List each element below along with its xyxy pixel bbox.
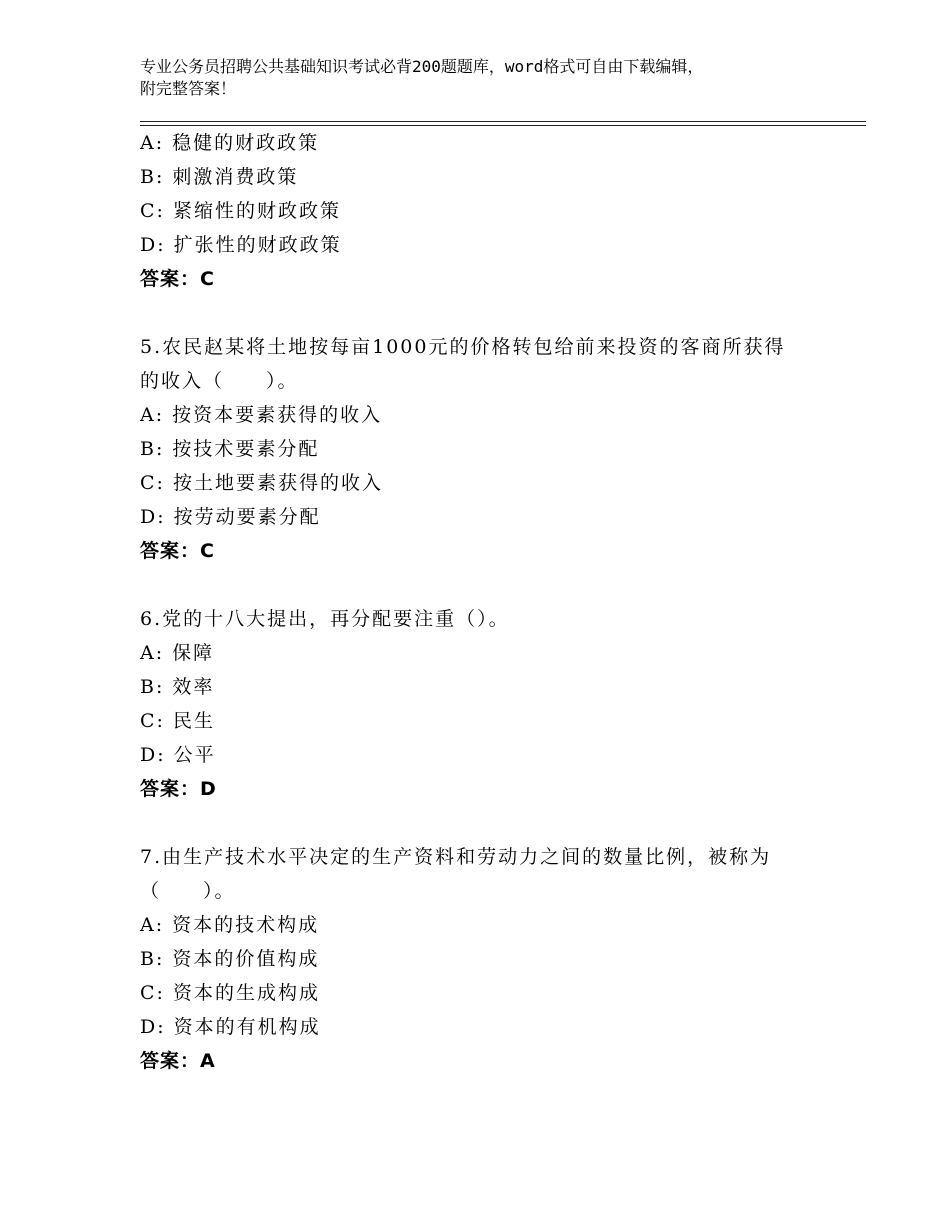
option-b: B: 资本的价值构成 <box>140 948 320 970</box>
option-c: C: 紧缩性的财政政策 <box>140 200 341 222</box>
question-stem: 7.由生产技术水平决定的生产资料和劳动力之间的数量比例，被称为 <box>140 846 772 868</box>
question-list <box>140 126 860 1078</box>
option-d: D: 资本的有机构成 <box>140 1016 321 1038</box>
option-d: D: 公平 <box>140 744 216 766</box>
header-divider-top <box>140 121 866 122</box>
option-b: B: 效率 <box>140 676 215 698</box>
option-a: A: 保障 <box>140 642 215 664</box>
question-stem: 6.党的十八大提出，再分配要注重（）。 <box>140 608 510 630</box>
question-block-4 <box>140 126 860 296</box>
document-header <box>140 56 830 100</box>
question-block-5 <box>140 330 860 568</box>
option-d: D: 扩张性的财政政策 <box>140 234 342 256</box>
spacer <box>140 296 860 330</box>
spacer <box>140 806 860 840</box>
option-c: C: 按土地要素获得的收入 <box>140 472 383 494</box>
option-b: B: 刺激消费政策 <box>140 166 299 188</box>
answer-label: 答案：C <box>140 540 215 562</box>
header-line-1: 专业公务员招聘公共基础知识考试必背200题题库，word格式可自由下载编辑， <box>140 57 704 76</box>
question-stem-continued: （ ）。 <box>140 880 236 902</box>
option-a: A: 资本的技术构成 <box>140 914 320 936</box>
option-a: A: 稳健的财政政策 <box>140 132 320 154</box>
answer-label: 答案：C <box>140 268 215 290</box>
option-d: D: 按劳动要素分配 <box>140 506 321 528</box>
question-block-7 <box>140 840 860 1078</box>
question-stem-continued: 的收入（ ）。 <box>140 370 299 392</box>
question-stem: 5.农民赵某将土地按每亩1000元的价格转包给前来投资的客商所获得 <box>140 336 786 358</box>
answer-label: 答案：D <box>140 778 217 800</box>
spacer <box>140 568 860 602</box>
option-c: C: 资本的生成构成 <box>140 982 320 1004</box>
option-b: B: 按技术要素分配 <box>140 438 320 460</box>
option-c: C: 民生 <box>140 710 215 732</box>
answer-label: 答案：A <box>140 1050 216 1072</box>
header-line-2: 附完整答案！ <box>140 79 237 98</box>
option-a: A: 按资本要素获得的收入 <box>140 404 383 426</box>
question-block-6 <box>140 602 860 806</box>
